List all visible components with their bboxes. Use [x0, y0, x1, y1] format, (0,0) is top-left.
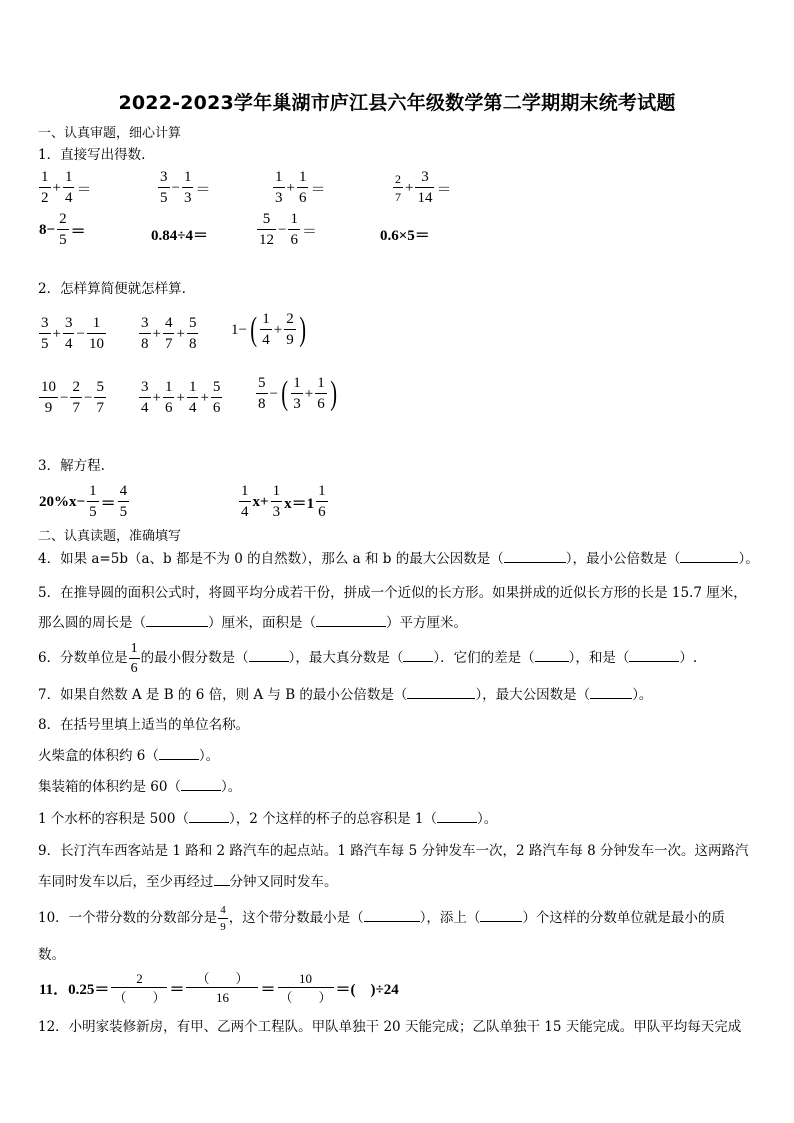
q2-expr-4: $\frac{10}{9}$ − $\frac{2}{7}$ − $\frac{5}{7}$: [41, 379, 104, 416]
q1-expr-6: 0.84÷4＝: [151, 228, 208, 244]
q9-blank[interactable]: [214, 873, 230, 886]
q4-blank-gcd[interactable]: [504, 550, 566, 563]
page-title: 2022-2023学年巢湖市庐江县六年级数学第二学期期末统考试题: [118, 92, 676, 114]
q4-text: 4．如果 a=5b（a、b 都是不为 0 的自然数），那么 a 和 b 的最大公因数是（ ），最小公倍数是（ ）。: [38, 551, 759, 567]
q5-line-2: 那么圆的周长是（ ）厘米，面积是（ ）平方厘米。: [38, 615, 467, 631]
q5-blank-circumference[interactable]: [146, 614, 208, 627]
q7-blank-lcm[interactable]: [407, 686, 475, 699]
section-2-heading: 二、认真读题，准确填写: [38, 529, 182, 544]
q1-expr-4: $\frac{2}{7}$ + $\frac{3}{14}$ ＝: [395, 169, 452, 206]
q7-text: 7．如果自然数 A 是 B 的 6 倍，则 A 与 B 的最小公倍数是（ ），最大公因数是（ ）。: [38, 687, 653, 703]
q8-line-3: 1 个水杯的容积是 500（ ），2 个这样的杯子的总容积是 1（ ）。: [38, 811, 498, 827]
q6-blank-difference[interactable]: [535, 649, 569, 662]
q2-expr-1: $\frac{3}{5}$ + $\frac{3}{4}$ − $\frac{1}{10}$: [41, 315, 104, 352]
q2-expr-6: $\frac{5}{8}$ −( $\frac{1}{3}$ + $\frac{1}{6}$ ): [258, 375, 337, 412]
q8-blank-3[interactable]: [189, 810, 229, 823]
q4-blank-lcm[interactable]: [680, 550, 738, 563]
q8-blank-1[interactable]: [159, 747, 199, 760]
q10-line-1: 10．一个带分数的分数部分是 $\frac{4}{9}$ ，这个带分数最小是（ ），添上（ ）个这样的分数单位就是最小的质: [38, 903, 725, 933]
q6-blank-improper[interactable]: [249, 649, 289, 662]
q1-expr-1: $\frac{1}{2}$ + $\frac{1}{4}$ ＝: [41, 169, 92, 206]
q3-equation-2: $\frac{1}{4}$ x+ $\frac{1}{3}$ x＝1 $\frac{1}{6}$: [241, 483, 326, 520]
section-1-heading: 一、认真审题，细心计算: [38, 126, 182, 141]
q10-blank-units[interactable]: [480, 909, 522, 922]
q1-expr-2: $\frac{3}{5}$ − $\frac{1}{3}$ ＝: [160, 169, 211, 206]
q1-label: 1．直接写出得数.: [38, 147, 146, 163]
q8-line-1: 火柴盒的体积约 6（ ）。: [38, 748, 220, 764]
q8-label: 8．在括号里填上适当的单位名称。: [38, 717, 250, 733]
q8-blank-4[interactable]: [437, 810, 477, 823]
q9-line-2: 车同时发车以后，至少再经过 分钟又同时发车。: [38, 874, 338, 890]
q1-expr-8: 0.6×5＝: [380, 228, 430, 244]
q1-expr-3: $\frac{1}{3}$ + $\frac{1}{6}$ ＝: [275, 169, 326, 206]
q6-blank-sum[interactable]: [629, 649, 679, 662]
q2-label: 2．怎样算简便就怎样算.: [38, 281, 186, 297]
q2-expr-5: $\frac{3}{4}$ + $\frac{1}{6}$ + $\frac{1}{4}$ + $\frac{5}{6}$: [141, 379, 221, 416]
q10-blank-mixed[interactable]: [364, 909, 420, 922]
q6-text: 6．分数单位是 $\frac{1}{6}$ 的最小假分数是（ ），最大真分数是（ ）．它们的差是（ ），和是（ ）.: [38, 640, 698, 676]
q3-label: 3．解方程.: [38, 458, 105, 474]
q5-line-1: 5．在推导圆的面积公式时，将圆平均分成若干份，拼成一个近似的长方形。如果拼成的近似长方形的长是 15.7 厘米，: [38, 585, 747, 601]
q1-expr-5: 8− $\frac{2}{5}$ ＝: [39, 211, 86, 248]
q8-line-2: 集装箱的体积约是 60（ ）。: [38, 779, 242, 795]
q8-blank-2[interactable]: [181, 778, 221, 791]
q9-line-1: 9．长汀汽车西客站是 1 路和 2 路汽车的起点站。1 路汽车每 5 分钟发车一次，2 路汽车每 8 分钟发车一次。这两路汽: [38, 843, 749, 859]
q6-blank-proper[interactable]: [403, 649, 433, 662]
q2-expr-3: 1−( $\frac{1}{4}$ + $\frac{2}{9}$ ): [231, 311, 306, 348]
q7-blank-gcd[interactable]: [590, 686, 632, 699]
q12-line-1: 12．小明家装修新房，有甲、乙两个工程队。甲队单独干 20 天能完成；乙队单独干 15 天能完成。甲队平均每天完成: [38, 1019, 742, 1035]
q1-expr-7: $\frac{5}{12}$ − $\frac{1}{6}$ ＝: [259, 211, 317, 248]
q3-equation-1: 20%x− $\frac{1}{5}$ ＝ $\frac{4}{5}$: [39, 483, 128, 520]
q5-blank-area[interactable]: [316, 614, 386, 627]
q11-equation: 11．0.25＝ $\frac{2}{( )}$ ＝ $\frac{( )}{16}$ ＝ $\frac{10}{( )}$ ＝( )÷24: [39, 971, 399, 1005]
q2-expr-2: $\frac{3}{8}$ + $\frac{4}{7}$ + $\frac{5}{8}$: [141, 315, 197, 352]
q10-line-2: 数。: [38, 947, 65, 963]
